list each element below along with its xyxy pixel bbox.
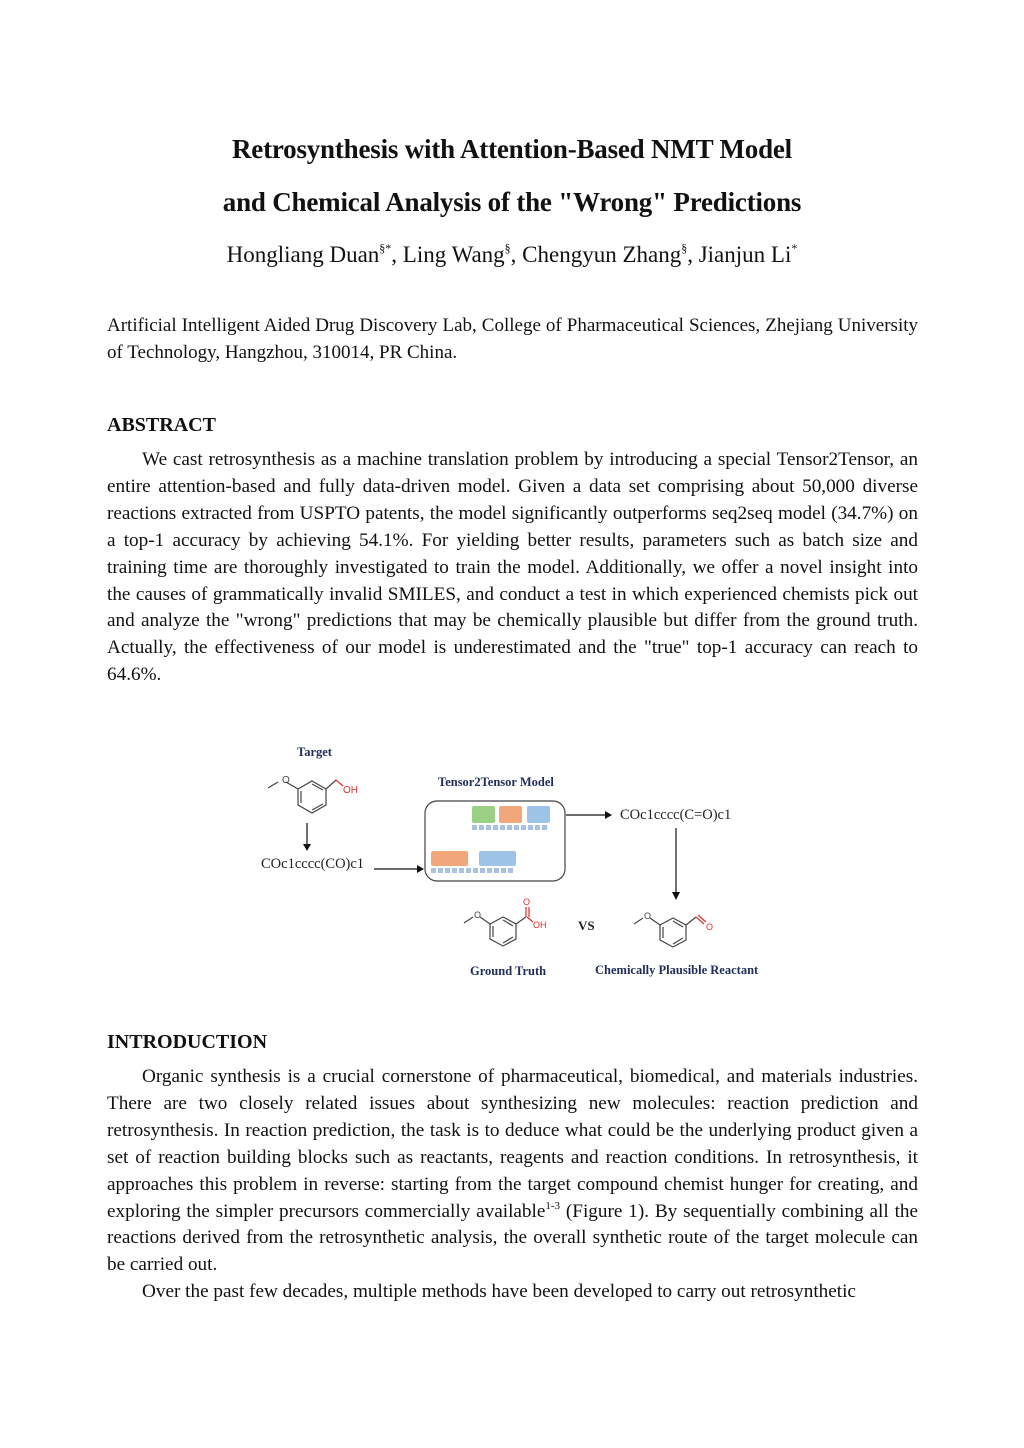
author-name: Chengyun Zhang bbox=[522, 242, 682, 267]
author-separator: , bbox=[510, 242, 523, 267]
author-name: Hongliang Duan bbox=[226, 242, 380, 267]
vs-label: VS bbox=[578, 918, 595, 933]
hydroxyl-atom: OH bbox=[533, 920, 547, 930]
author-name: Ling Wang bbox=[402, 242, 505, 267]
introduction-paragraph-2: Over the past few decades, multiple methods have been developed to carry out retrosynthetic bbox=[142, 1281, 856, 1303]
carbonyl-oxygen: O bbox=[523, 897, 531, 907]
plausible-reactant-molecule-icon bbox=[625, 900, 725, 960]
affiliation: Artificial Intelligent Aided Drug Discovery Lab, College of Pharmaceutical Sciences, Zhejiang University of Technology, Hangzhou, 310014, PR China. bbox=[107, 315, 918, 363]
right-arrow-icon bbox=[374, 864, 424, 874]
author-marks: * bbox=[791, 241, 798, 255]
down-arrow-icon bbox=[302, 823, 312, 851]
paper-title-line-2: and Chemical Analysis of the "Wrong" Predictions bbox=[222, 187, 802, 217]
plausible-reactant-label: Chemically Plausible Reactant bbox=[595, 963, 759, 977]
graphical-abstract-figure bbox=[240, 735, 780, 985]
down-arrow-icon bbox=[671, 828, 681, 900]
abstract-paragraph: We cast retrosynthesis as a machine translation problem by introducing a special Tensor2Tensor, an entire attention-based and fully data-driven model. Given a data set comprising about 50,000 diverse reactions extracted from USPTO patents, the model significantly outperforms seq2seq model (34.7%) on a top-1 accuracy by achieving 54.1%. For yielding better results, parameters such as batch size and training time are thoroughly investigated to train the model. Additionally, we offer a novel insight into the causes of grammatically invalid SMILES, and conduct a test in which experienced chemists pick out and analyze the "wrong" predictions that may be chemically plausible but differ from the ground truth. Actually, the effectiveness of our model is underestimated and the "true" top-1 accuracy can reach to 64.6%. bbox=[107, 449, 918, 686]
introduction-body bbox=[107, 1064, 918, 1306]
output-smiles: COc1cccc(C=O)c1 bbox=[620, 807, 732, 823]
oxygen-atom: O bbox=[644, 911, 652, 921]
introduction-paragraph-1 bbox=[107, 1064, 918, 1279]
oxygen-atom: O bbox=[474, 910, 482, 920]
target-label: Target bbox=[297, 745, 332, 759]
aldehyde-oxygen: O bbox=[706, 922, 714, 932]
right-arrow-icon bbox=[566, 810, 612, 820]
target-molecule-icon bbox=[260, 763, 370, 823]
tensor2tensor-model-box bbox=[424, 800, 569, 884]
paper-title-line-1: Retrosynthesis with Attention-Based NMT Model bbox=[231, 134, 792, 164]
hydroxyl-atom: OH bbox=[343, 785, 358, 796]
paragraph-text: (Figure 1). By sequentially combining all the reactions derived from the retrosynthetic analysis, the overall synthetic route of the target molecule can be carried out. bbox=[107, 1200, 919, 1276]
author-separator: , bbox=[391, 242, 403, 267]
author-marks: §* bbox=[379, 241, 392, 255]
abstract-heading: ABSTRACT bbox=[107, 414, 216, 436]
author-marks: § bbox=[504, 241, 511, 255]
oxygen-atom: O bbox=[282, 775, 290, 786]
paragraph-text: Organic synthesis is a crucial cornerstone of pharmaceutical, biomedical, and materials industries. There are two closely related issues about synthesizing new molecules: reaction prediction and retrosynthesis. In reaction prediction, the task is to deduce what could be the underlying product given a set of reaction building blocks such as reactants, reagents and reaction conditions. In retrosynthesis, it approaches this problem in reverse: starting from the target compound chemist hunger for creating, and exploring the simpler precursors commercially available bbox=[107, 1066, 918, 1222]
ground-truth-molecule-icon bbox=[458, 895, 558, 955]
citation-reference: 1-3 bbox=[545, 1199, 561, 1212]
author-list bbox=[0, 242, 1024, 268]
model-label: Tensor2Tensor Model bbox=[438, 775, 554, 789]
introduction-heading: INTRODUCTION bbox=[107, 1031, 268, 1053]
ground-truth-label: Ground Truth bbox=[470, 964, 547, 978]
author-name: Jianjun Li bbox=[698, 242, 792, 267]
author-separator: , bbox=[687, 242, 699, 267]
target-smiles: COc1cccc(CO)c1 bbox=[261, 856, 365, 872]
abstract-body bbox=[107, 447, 918, 689]
author-marks: § bbox=[681, 241, 688, 255]
